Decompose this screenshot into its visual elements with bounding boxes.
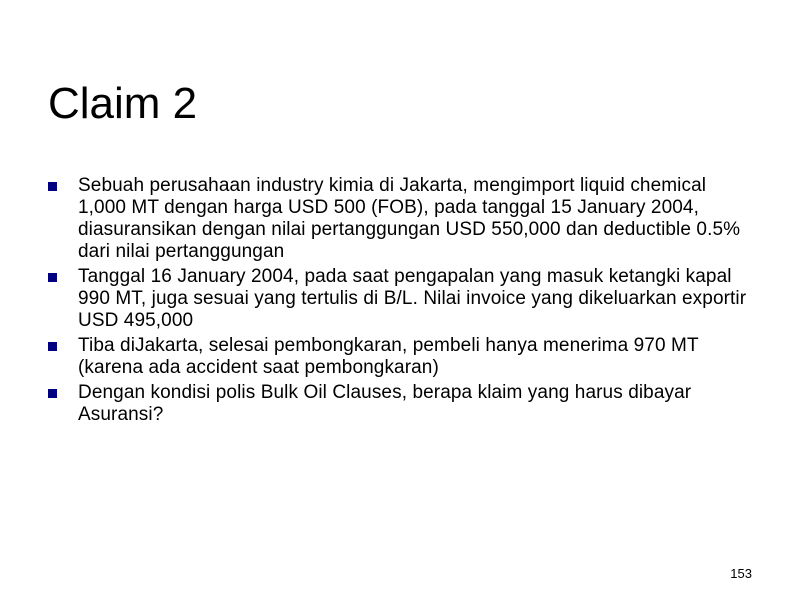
square-bullet-icon	[48, 273, 57, 282]
square-bullet-icon	[48, 342, 57, 351]
bullet-text: Tanggal 16 January 2004, pada saat pengapalan yang masuk ketangki kapal 990 MT, juga sesuai yang tertulis di B/L. Nilai invoice yang dikeluarkan exportir USD 495,000	[78, 266, 747, 331]
slide-title: Claim 2	[48, 79, 198, 128]
square-bullet-icon	[48, 182, 57, 191]
square-bullet-icon	[48, 389, 57, 398]
bullet-item	[48, 266, 758, 332]
bullet-item	[48, 175, 758, 263]
page-number: 153	[730, 566, 752, 581]
bullet-list	[48, 175, 758, 429]
bullet-text: Tiba diJakarta, selesai pembongkaran, pembeli hanya menerima 970 MT (karena ada accident saat pembongkaran)	[78, 335, 699, 378]
bullet-item	[48, 382, 758, 426]
bullet-text: Dengan kondisi polis Bulk Oil Clauses, berapa klaim yang harus dibayar Asuransi?	[78, 382, 692, 425]
bullet-text: Sebuah perusahaan industry kimia di Jakarta, mengimport liquid chemical 1,000 MT dengan harga USD 500 (FOB), pada tanggal 15 January 2004, diasuransikan dengan nilai pertanggungan USD 550,000 dan deductible 0.5% dari nilai pertanggungan	[78, 175, 741, 262]
bullet-item	[48, 335, 758, 379]
